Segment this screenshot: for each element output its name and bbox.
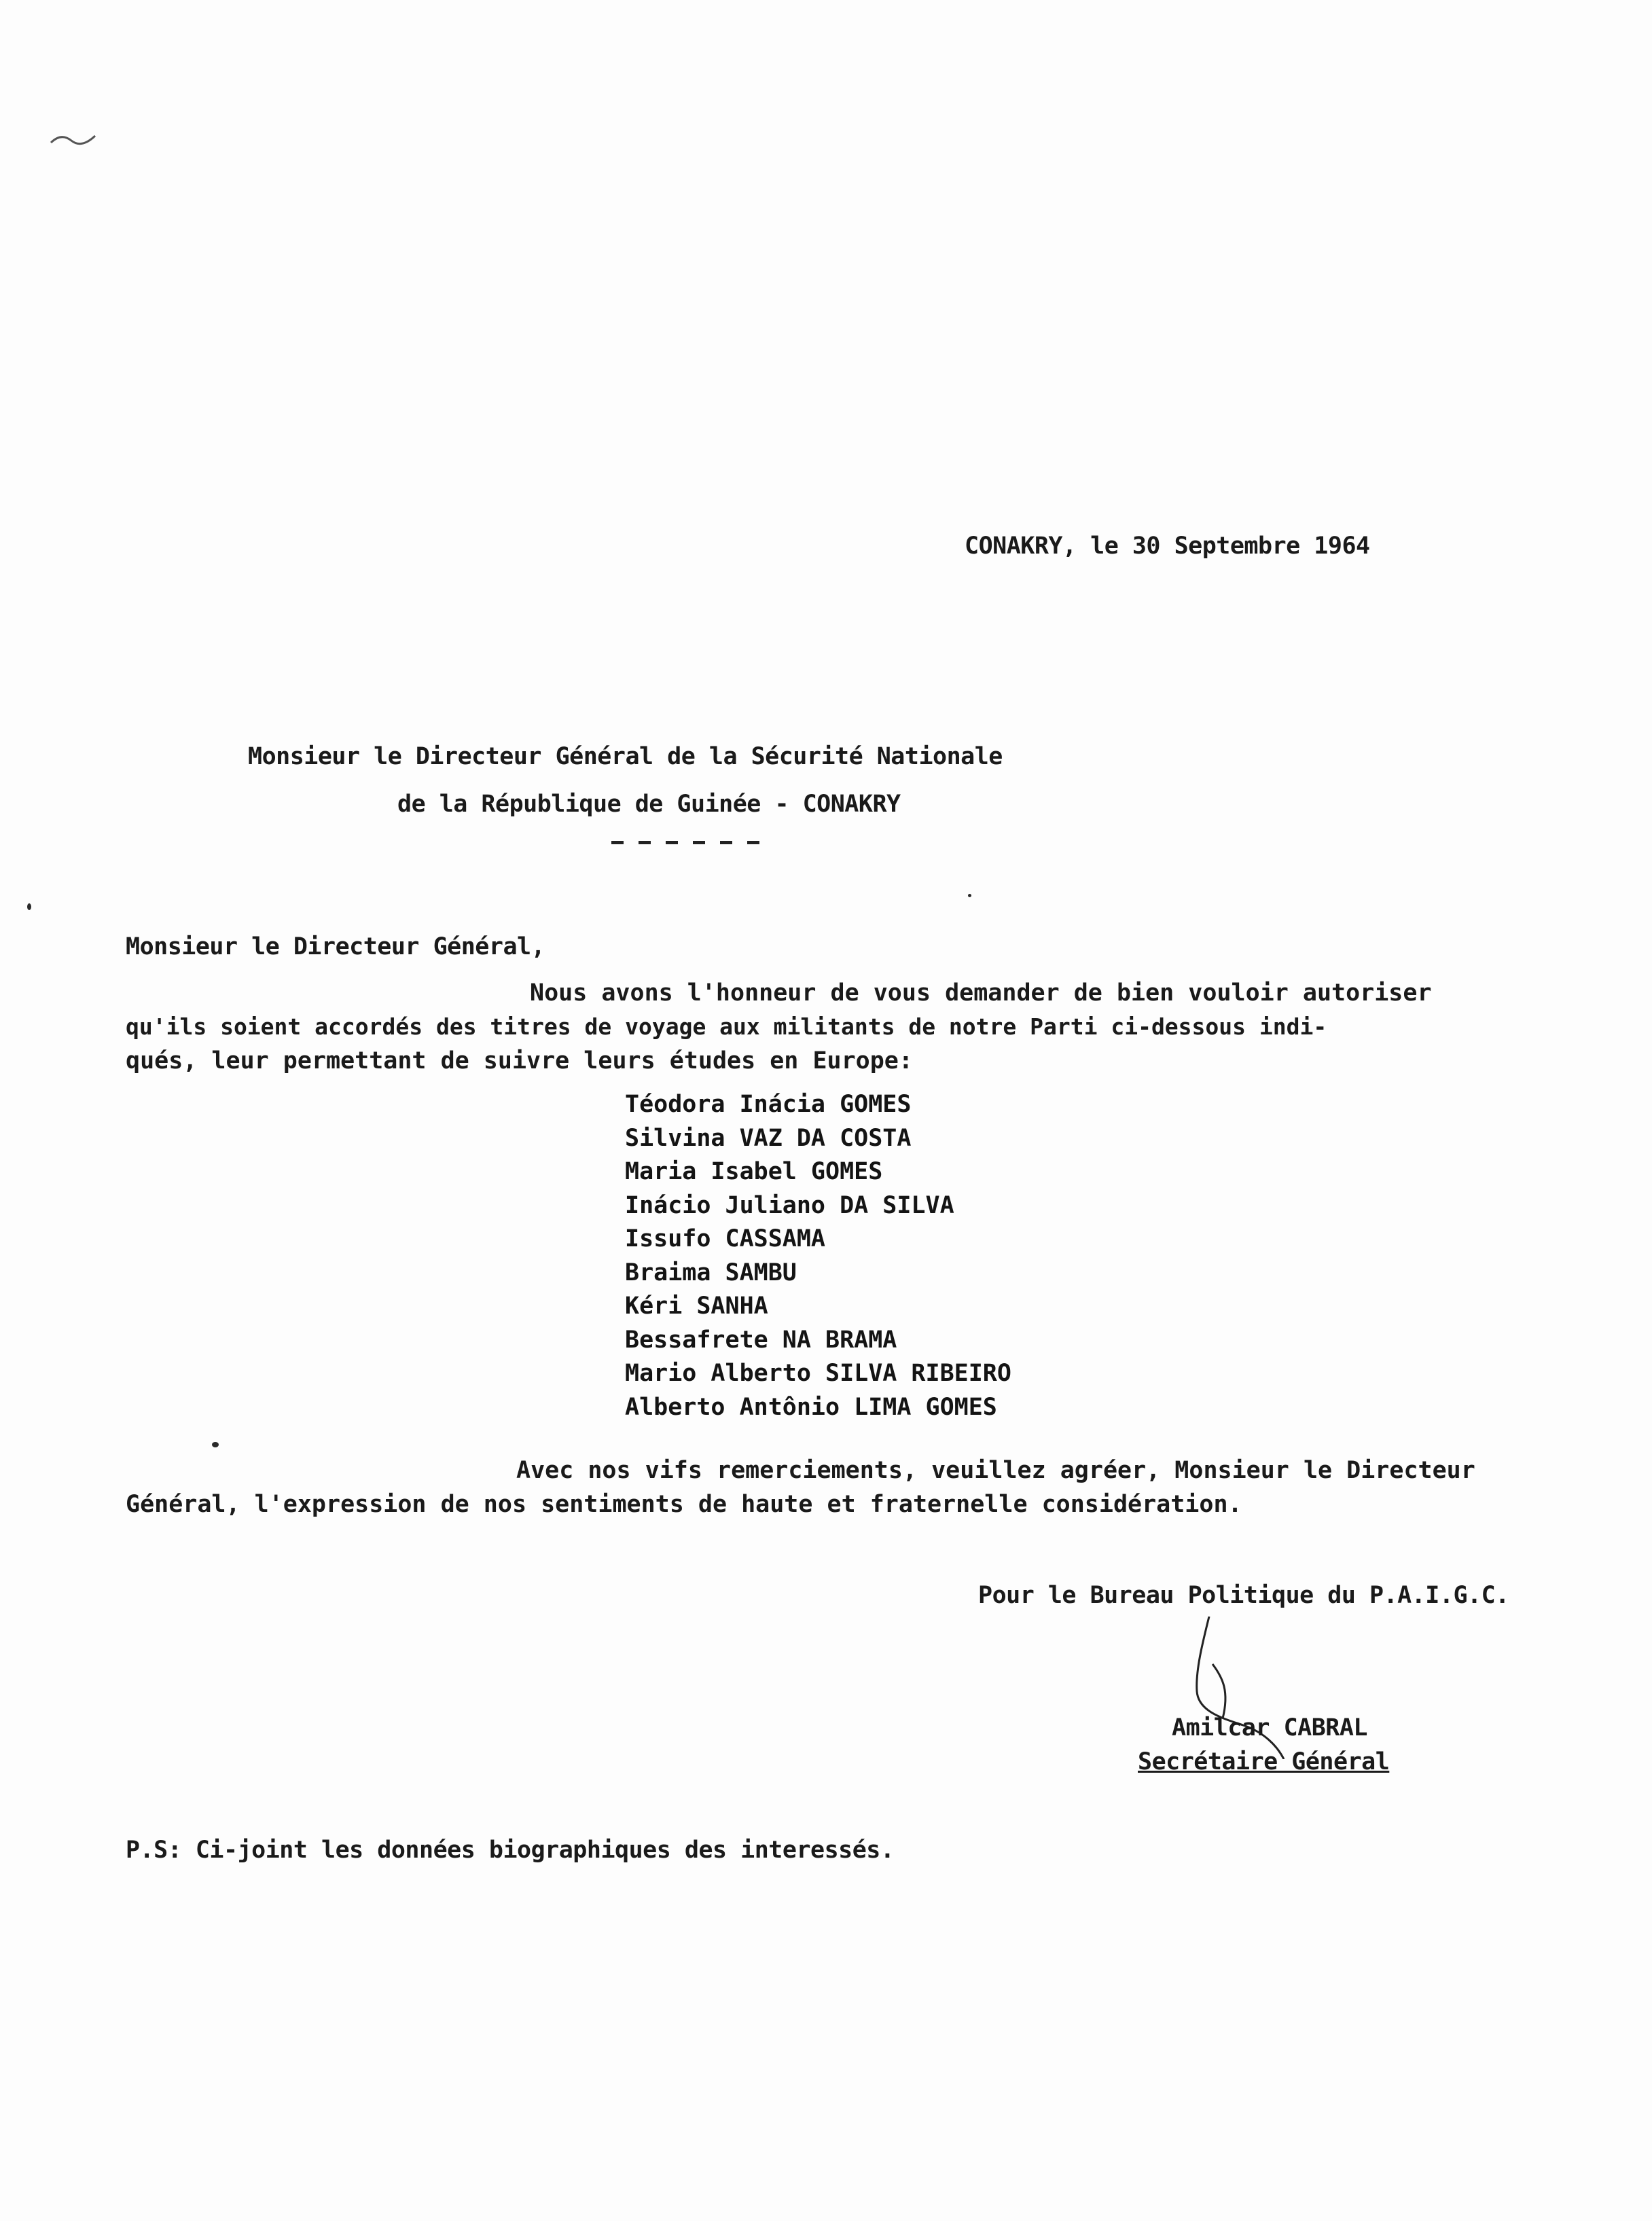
place-date-line: CONAKRY, le 30 Septembre 1964 bbox=[965, 532, 1370, 560]
signoff-organization: Pour le Bureau Politique du P.A.I.G.C. bbox=[978, 1582, 1509, 1609]
body-line-1: Nous avons l'honneur de vous demander de bien vouloir autoriser bbox=[530, 979, 1432, 1007]
body-line-2: qu'ils soient accordés des titres de voyage aux militants de notre Parti ci-dessous indi- bbox=[126, 1013, 1327, 1040]
scan-speck bbox=[212, 1442, 219, 1447]
separator-dashes bbox=[611, 841, 788, 846]
list-item: Téodora Inácia GOMES bbox=[625, 1091, 912, 1118]
addressee-line-2: de la République de Guinée - CONAKRY bbox=[397, 791, 901, 818]
signer-title: Secrétaire Général bbox=[1138, 1748, 1390, 1775]
list-item: Alberto Antônio LIMA GOMES bbox=[625, 1393, 997, 1421]
closing-line-2: Général, l'expression de nos sentiments de haute et fraternelle considération. bbox=[126, 1491, 1242, 1518]
salutation: Monsieur le Directeur Général, bbox=[126, 933, 545, 960]
list-item: Issufo CASSAMA bbox=[625, 1225, 826, 1252]
scan-speck-top-left bbox=[48, 126, 115, 153]
list-item: Maria Isabel GOMES bbox=[625, 1158, 883, 1185]
list-item: Inácio Juliano DA SILVA bbox=[625, 1191, 954, 1219]
list-item: Bessafrete NA BRAMA bbox=[625, 1326, 897, 1354]
scan-speck bbox=[27, 903, 31, 910]
scan-speck bbox=[968, 894, 971, 897]
signer-name: Amilcar CABRAL bbox=[1172, 1714, 1368, 1741]
body-line-3: qués, leur permettant de suivre leurs études en Europe: bbox=[126, 1047, 913, 1075]
list-item: Mario Alberto SILVA RIBEIRO bbox=[625, 1360, 1011, 1387]
closing-line-1: Avec nos vifs remerciements, veuillez agréer, Monsieur le Directeur bbox=[516, 1457, 1475, 1484]
student-name-list bbox=[625, 1088, 1011, 1424]
list-item: Kéri SANHA bbox=[625, 1293, 768, 1320]
list-item: Braima SAMBU bbox=[625, 1259, 797, 1286]
postscript: P.S: Ci-joint les données biographiques des interessés. bbox=[126, 1837, 895, 1864]
addressee-line-1: Monsieur le Directeur Général de la Sécurité Nationale bbox=[248, 743, 1003, 770]
list-item: Silvina VAZ DA COSTA bbox=[625, 1124, 912, 1152]
